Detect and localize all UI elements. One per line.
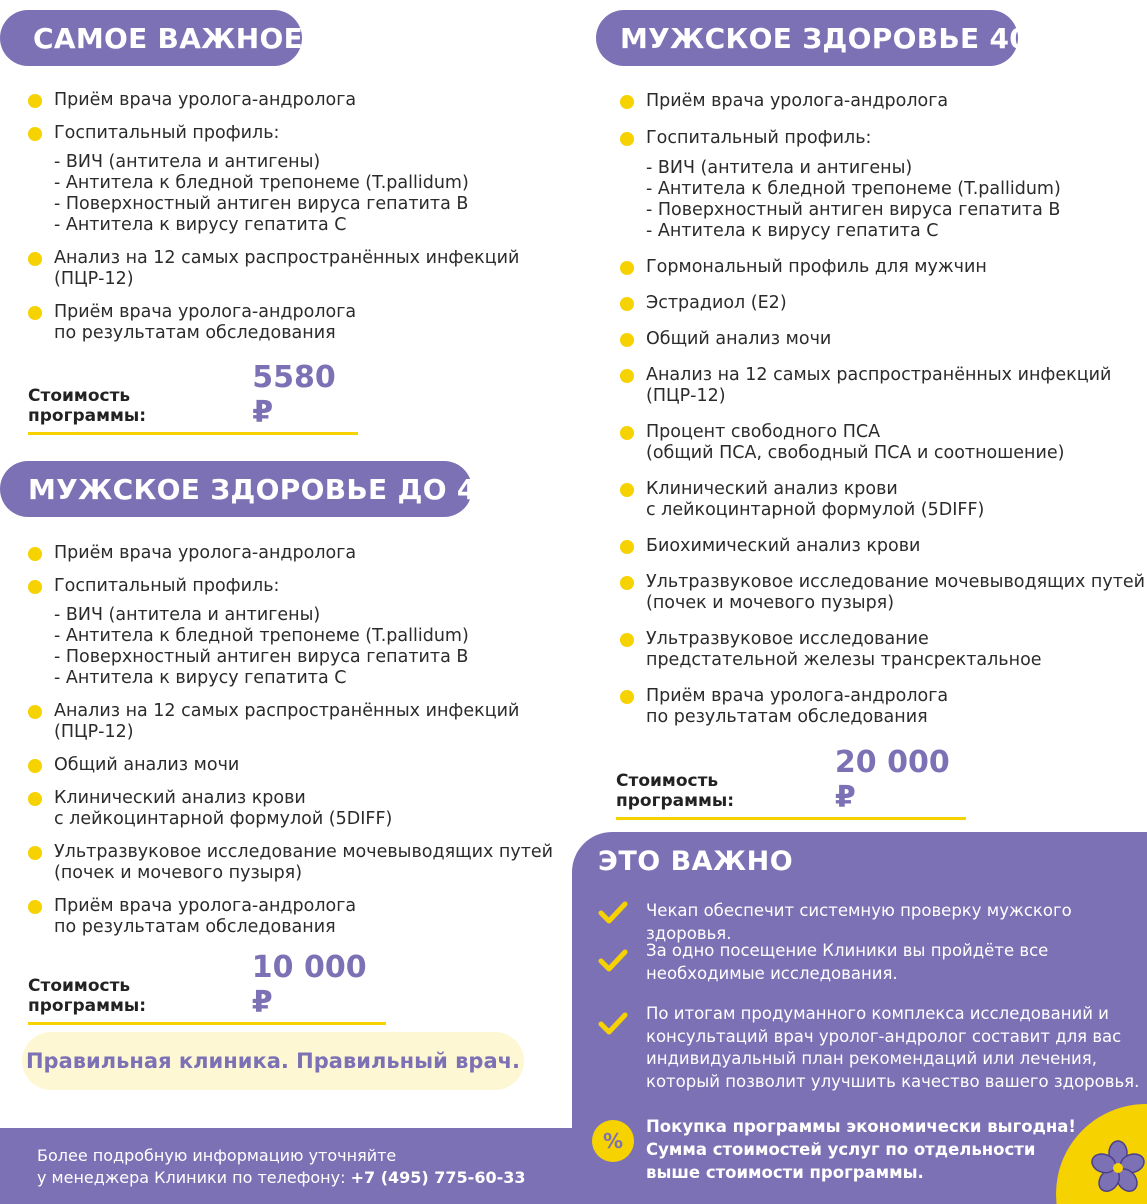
list-item: Общий анализ мочи [28,755,568,776]
check-icon [598,948,628,974]
slogan-text: Правильная клиника. Правильный врач. [25,1049,521,1073]
list-item: Гормональный профиль для мужчин [620,257,1147,278]
list-item: Клинический анализ крови с лейкоцинтарной формулой (5DIFF) [620,479,1147,521]
important-item: По итогам продуманного комплекса исследований и консультаций врач уролог-андролог составит для вас индивидуальный план рекомендаций или лечения, который позволит улучшить качество вашего здоровья. [598,1003,1147,1095]
price-value: 10 000 ₽ [251,950,367,1020]
list-item: Клинический анализ крови с лейкоцинтарной формулой (5DIFF) [28,788,568,830]
block2-title [0,461,497,517]
list-item: Эстрадиол (Е2) [620,293,1147,314]
price-label: Стоимость программы: [28,976,147,1016]
block1-price [28,360,358,435]
price-value: 5580 ₽ [252,360,336,430]
block1-list [28,90,568,344]
block1-title-text: САМОЕ ВАЖНОЕ [33,21,304,55]
list-item: Приём врача уролога-андролога по результатам обследования [28,302,568,344]
percent-icon: % [592,1120,634,1162]
block3-title [596,10,1053,66]
list-item: Ультразвуковое исследование предстательной железы трансректальное [620,629,1147,671]
list-item: Приём врача уролога-андролога по результатам обследования [28,896,568,938]
list-item: Общий анализ мочи [620,329,1147,350]
list-item: Приём врача уролога-андролога по результатам обследования [620,686,1147,728]
flower-icon [1090,1140,1146,1196]
block1-title [0,10,302,66]
list-item: Госпитальный профиль: [28,576,568,597]
list-item: Ультразвуковое исследование мочевыводящих путей (почек и мочевого пузыря) [620,572,1147,614]
footer-text: Более подробную информацию уточняйте у менеджера Клиники по телефону: +7 (495) 775-60-33 [37,1146,526,1187]
check-icon [598,1011,628,1037]
promo-text: Покупка программы экономически выгодна! Сумма стоимостей услуг по отдельности выше стоимости программы. [646,1117,1076,1182]
slogan [22,1032,524,1090]
hospital-sublist: - ВИЧ (антитела и антигены) - Антитела к бледной трепонеме (T.pallidum) - Поверхностный антиген вируса гепатита В - Антитела к вирусу гепатита С [54,152,469,235]
list-item: Процент свободного ПСА (общий ПСА, свободный ПСА и соотношение) [620,422,1147,464]
check-icon [598,900,628,926]
list-item: Госпитальный профиль: [620,128,1147,149]
block2-price [28,950,386,1025]
block3-title-text: МУЖСКОЕ ЗДОРОВЬЕ 40+ [620,21,1053,55]
list-item: Приём врача уролога-андролога [28,543,568,564]
important-item: За одно посещение Клиники вы пройдёте все необходимые исследования. [598,940,1147,988]
list-item: Приём врача уролога-андролога [28,90,568,111]
important-item: Чекап обеспечит системную проверку мужского здоровья. [598,900,1147,930]
block2-list [28,543,568,938]
block2-title-text: МУЖСКОЕ ЗДОРОВЬЕ ДО 40 [28,472,497,506]
hospital-sublist: - ВИЧ (антитела и антигены) - Антитела к бледной трепонеме (T.pallidum) - Поверхностный антиген вируса гепатита В - Антитела к вирусу гепатита С [646,158,1061,241]
list-item: Анализ на 12 самых распространённых инфекций (ПЦР-12) [28,701,568,743]
list-item: Анализ на 12 самых распространённых инфекций (ПЦР-12) [620,365,1147,407]
block3-list [620,91,1147,728]
list-item: Анализ на 12 самых распространённых инфекций (ПЦР-12) [28,248,568,290]
price-label: Стоимость программы: [616,771,735,811]
list-item: Госпитальный профиль: [28,123,568,144]
price-label: Стоимость программы: [28,386,147,426]
hospital-sublist: - ВИЧ (антитела и антигены) - Антитела к бледной трепонеме (T.pallidum) - Поверхностный антиген вируса гепатита В - Антитела к вирусу гепатита С [54,605,469,688]
list-item: Приём врача уролога-андролога [620,91,1147,112]
phone-number[interactable]: +7 (495) 775-60-33 [350,1168,526,1187]
list-item: Биохимический анализ крови [620,536,1147,557]
list-item: Ультразвуковое исследование мочевыводящих путей (почек и мочевого пузыря) [28,842,568,884]
block3-price [616,745,966,820]
price-value: 20 000 ₽ [834,745,950,815]
important-title: ЭТО ВАЖНО [598,846,794,877]
